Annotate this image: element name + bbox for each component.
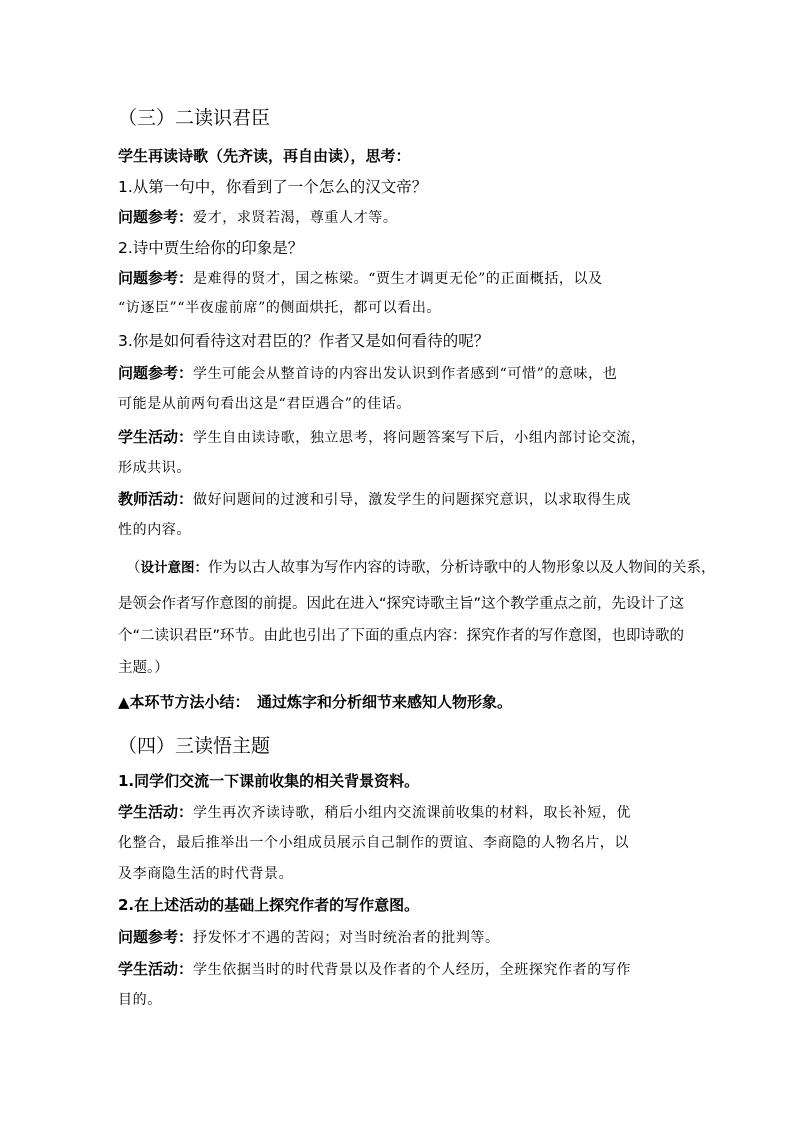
question-2: 2.诗中贾生给你的印象是？ <box>118 239 304 257</box>
answer-1 <box>118 206 397 227</box>
design-label: 设计意图： <box>140 560 208 576</box>
answer-2 <box>118 267 603 288</box>
answer-text: 是难得的贤才，国之栋梁。“贾生才调更无伦”的正面概括，以及 <box>193 271 603 287</box>
design-text: 作为以古人故事为写作内容的诗歌，分析诗歌中的人物形象以及人物间的关系， <box>208 560 716 576</box>
activity-text: 学生再次齐读诗歌，稍后小组内交流课前收集的材料，取长补短，优 <box>193 805 632 821</box>
section-3-intro: 学生再读诗歌（先齐读，再自由读），思考： <box>118 147 411 165</box>
question-reference <box>118 926 500 947</box>
activity-text: 学生自由读诗歌，独立思考，将问题答案写下后，小组内部讨论交流， <box>193 430 646 446</box>
answer-label: 问题参考： <box>118 208 194 226</box>
method-summary: ▲本环节方法小结： 通过炼字和分析细节来感知人物形象。 <box>118 693 513 711</box>
activity-label: 学生活动： <box>118 960 194 978</box>
answer-label: 问题参考： <box>118 928 194 946</box>
answer-text: 爱才，求贤若渴，尊重人才等。 <box>193 210 398 226</box>
answer-text: 学生可能会从整首诗的内容出发认识到作者感到“可惜”的意味，也 <box>193 366 618 382</box>
design-intent <box>126 556 716 577</box>
section-4-heading: （四）三读悟主题 <box>118 735 271 757</box>
activity-label: 学生活动： <box>118 803 194 821</box>
activity-text: 做好问题间的过渡和引导，激发学生的问题探究意识，以求取得生成 <box>193 492 632 508</box>
item-1: 1.同学们交流一下课前收集的相关背景资料。 <box>118 772 420 790</box>
question-3: 3.你是如何看待这对君臣的？作者又是如何看待的呢？ <box>118 332 490 350</box>
student-activity-cont: 形成共识。 <box>118 460 191 476</box>
answer-3-cont: 可能是从前两句看出这是“君臣遇合”的佳话。 <box>118 396 411 412</box>
activity-text: 学生依据当时的时代背景以及作者的个人经历，全班探究作者的写作 <box>193 962 632 978</box>
activity-label: 教师活动： <box>118 490 194 508</box>
design-intent-line-3: 个“二读识君臣”环节。由此也引出了下面的重点内容：探究作者的写作意图，也即诗歌的 <box>118 628 685 644</box>
teacher-activity <box>118 488 631 509</box>
student-activity <box>118 426 646 447</box>
student-activity-2 <box>118 958 631 979</box>
answer-label: 问题参考： <box>118 364 194 382</box>
student-activity-1 <box>118 801 631 822</box>
open-paren: （ <box>126 560 141 576</box>
design-intent-line-4: 主题。） <box>118 660 169 676</box>
design-intent-line-2: 是领会作者写作意图的前提。因此在进入“探究诗歌主旨”这个教学重点之前，先设计了这 <box>118 596 685 612</box>
student-activity-1-line-2: 化整合，最后推举出一个小组成员展示自己制作的贾谊、李商隐的人物名片，以 <box>118 835 629 851</box>
item-2: 2.在上述活动的基础上探究作者的写作意图。 <box>118 896 420 914</box>
answer-label: 问题参考： <box>118 269 194 287</box>
teacher-activity-cont: 性的内容。 <box>118 522 191 538</box>
student-activity-1-line-3: 及李商隐生活的时代背景。 <box>118 866 294 882</box>
activity-label: 学生活动： <box>118 428 194 446</box>
student-activity-2-line-2: 目的。 <box>118 992 162 1008</box>
answer-2-cont: “访逐臣”“半夜虚前席”的侧面烘托，都可以看出。 <box>118 300 442 316</box>
answer-text: 抒发怀才不遇的苦闷；对当时统治者的批判等。 <box>193 930 500 946</box>
answer-3 <box>118 362 617 383</box>
section-3-heading: （三）二读识君臣 <box>118 107 271 129</box>
question-1: 1.从第一句中，你看到了一个怎么的汉文帝？ <box>118 178 428 196</box>
